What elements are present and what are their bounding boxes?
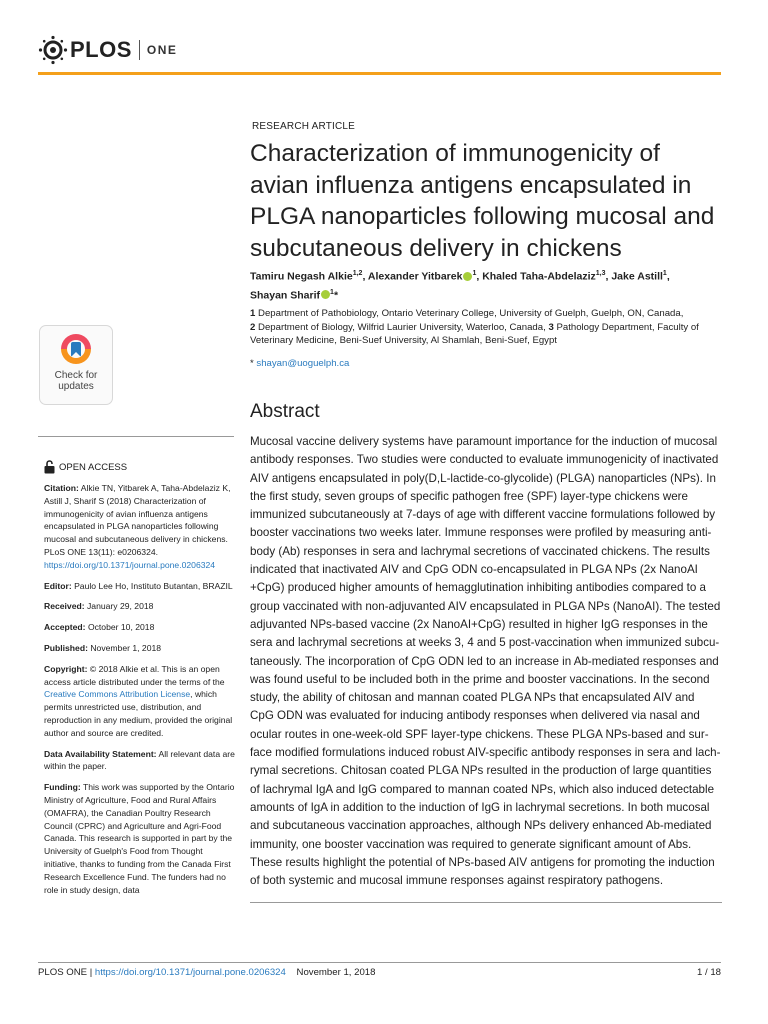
affil-number: 1 [250, 308, 256, 319]
accepted-date: October 10, 2018 [87, 622, 155, 633]
abstract-line: Mucosal vaccine delivery systems have paramount importance for the induction of mucosal [250, 435, 718, 448]
copyright-text-tail: , which permits unrestricted use, distribution, and reproduction in any medium, provided the original author and source are credited. [44, 689, 233, 738]
footer-date: November 1, 2018 [296, 967, 376, 978]
author-affil-sup: 1 [330, 288, 334, 296]
abstract-line: indicated that inactivated AIV and CpG ODN co-encapsulated in PLGA NPs (2x NanoAI [250, 563, 698, 577]
abstract-line: These results highlight the potential of NPs-based AIV antigens for promoting the induction [250, 855, 715, 869]
article-title: Characterization of immunogenicity of avian influenza antigens encapsulated in PLGA nanoparticles following mucosal and subcutaneous delivery in chickens [250, 140, 715, 262]
abstract-heading: Abstract [250, 401, 320, 422]
affil-text: Pathology Department, Faculty of Veterinary Medicine, Beni-Suef University, Al Shamlah, Beni-Suef, Egypt [250, 321, 699, 346]
open-access-label [44, 460, 127, 474]
abstract-line: group vaccinated with non-adjuvanted AIV encapsulated in PLGA NPs (NanoAI). The tested [250, 599, 721, 613]
sidebar-top-rule [38, 436, 234, 437]
accepted-label: Accepted: [44, 622, 86, 633]
funding-text: This work was supported by the Ontario Ministry of Agriculture, Food and Rural Affairs (OMAFRA), the Canadian Poultry Research Council (CPRC) and Agriculture and Agri-Food Canada. This research is supported in part by the University of Guelph's Food from Thought initiative, thanks to funding from the Canada First Research Excellence Fund. The funders had no role in study design, data [44, 782, 235, 895]
footer-citation [38, 967, 375, 978]
abstract-line: immunity, one booster vaccination was required to generate significant amount of Abs. [250, 837, 692, 851]
abstract-line: CpG ODN was evaluated for inducing antibody responses when delivered via nasal and [250, 709, 700, 723]
article-type: RESEARCH ARTICLE [252, 121, 356, 132]
copyright-block [44, 663, 238, 740]
affil-text: Department of Pathobiology, Ontario Veterinary College, University of Guelph, Guelph, ON, Canada, [258, 308, 684, 319]
citation-text: Alkie TN, Yitbarek A, Taha-Abdelaziz K, Astill J, Sharif S (2018) Characterization of immunogenicity of avian influenza antigens encapsulated in PLGA nanoparticles following mucosal and subcutaneous delivery in chickens. PLoS ONE 13(11): e0206324. [44, 483, 231, 557]
published-block [44, 642, 238, 655]
citation-label: Citation: [44, 483, 79, 493]
editor-label: Editor: [44, 580, 72, 591]
plos-logo-mark-icon [38, 35, 68, 65]
abstract-line: AIV antigens encapsulated in poly(D,L-lactide-co-glycolide) (PLGA) nanoparticles (NPs). In [250, 471, 716, 485]
author-name[interactable]: Alexander Yitbarek [367, 270, 463, 283]
copyright-label: Copyright: [44, 663, 88, 674]
citation-doi-link[interactable]: https://doi.org/10.1371/journal.pone.0206324 [44, 559, 216, 570]
header-accent-rule [38, 72, 721, 75]
author-list: Tamiru Negash Alkie$^{1,2}$, Alexander Yitbarek $^1$, Khaled Taha-Abdelaziz$^{1,3}$, Jake Astill$^1$, Shayan Sharif $^1$* [250, 270, 670, 301]
author-name[interactable]: Jake Astill [611, 270, 663, 283]
abstract-line: amounts of IgA in addition to the induction of IgG in lachrymal secretions. In both mucosal [250, 800, 710, 814]
check-for-updates-icon [59, 332, 93, 366]
footer-separator: | [87, 967, 95, 978]
corresponding-email-link[interactable]: shayan@uoguelph.ca [256, 358, 350, 369]
abstract-line: antibody responses. Two studies were conducted to evaluate immunogenicity of inactivated [250, 453, 719, 467]
page-number: 1 / 18 [696, 967, 721, 978]
received-date: January 29, 2018 [87, 601, 154, 612]
author-name[interactable]: Shayan Sharif [250, 289, 321, 301]
author-name[interactable]: Tamiru Negash Alkie [250, 270, 353, 283]
abstract-body [250, 433, 722, 890]
page-footer [38, 967, 721, 978]
data-availability-text: All relevant data are within the paper. [44, 748, 235, 772]
received-block [44, 600, 238, 613]
citation-block [44, 482, 238, 572]
affiliations [250, 307, 720, 348]
affil-number: 2 [250, 321, 256, 333]
license-link[interactable]: Creative Commons Attribution License [44, 689, 191, 700]
data-availability-label: Data Availability Statement: [44, 748, 157, 759]
author-affil-sup: 1 [662, 270, 667, 277]
funding-block [44, 781, 238, 896]
abstract-line: of lachrymal IgA and IgG compared to mannan coated NPs, which also induced detectable [250, 782, 715, 796]
abstract-line: was found useful to be included both in the prime and booster vaccinations. In the second [250, 672, 710, 686]
logo-separator [139, 40, 140, 60]
badge-line-1: Check for [54, 370, 98, 381]
badge-label [40, 370, 112, 392]
footer-doi-link[interactable]: https://doi.org/10.1371/journal.pone.0206324 [94, 967, 286, 978]
accepted-block [44, 621, 238, 634]
affil-number: 3 [548, 321, 554, 333]
abstract-line: body (Ab) responses in sera and lachrymal secretions of vaccinated chickens. The results [250, 544, 710, 558]
abstract-line: taneously. The incorporation of CpG ODN led to an increase in Ab-mediated responses and [250, 654, 719, 668]
logo-journal-name: ONE [146, 43, 178, 57]
logo-text: PLOS [70, 37, 132, 62]
abstract-line: ocular routes in one-week-old SPF layer-type chickens. These PLGA NPs-based and sur- [250, 727, 709, 741]
corresponding-marker: * [333, 289, 339, 301]
footer-journal: PLOS ONE [38, 967, 88, 978]
copyright-text: © 2018 Alkie et al. This is an open access article distributed under the terms of the [44, 663, 225, 687]
abstract-line: +CpG) produced higher amounts of hemagglutination inhibiting antibodies compared to a [250, 581, 706, 595]
open-access-text: OPEN ACCESS [59, 461, 128, 473]
badge-line-2: updates [58, 381, 94, 392]
abstract-line: booster vaccinations two weeks later. Immune responses were profiled by measuring anti- [250, 526, 712, 540]
orcid-icon[interactable] [321, 290, 330, 299]
author-affil-sup: 1,2 [352, 270, 363, 277]
published-label: Published: [44, 642, 88, 653]
plos-one-logo [38, 34, 177, 66]
published-date: November 1, 2018 [90, 642, 162, 653]
footer-rule [38, 962, 721, 963]
data-availability-block [44, 748, 238, 774]
abstract-line: rymal secretions. Chitosan coated PLGA NPs resulted in the production of large quantities [250, 764, 712, 778]
author-affil-sup: 1,3 [595, 270, 606, 277]
open-lock-icon [44, 460, 55, 474]
author-affil-sup: 1 [472, 270, 477, 277]
abstract-line: of both systemic and mucosal immune responses against respiratory pathogens. [250, 874, 664, 888]
corresponding-email-line [250, 358, 349, 369]
abstract-bottom-rule [250, 902, 722, 903]
editor-text: Paulo Lee Ho, Instituto Butantan, BRAZIL [74, 580, 233, 591]
author-name[interactable]: Khaled Taha-Abdelaziz [482, 270, 596, 283]
corresponding-asterisk: * [250, 358, 254, 369]
check-for-updates-badge[interactable] [39, 325, 113, 405]
affil-text: Department of Biology, Wilfrid Laurier University, Waterloo, Canada, [258, 321, 546, 333]
abstract-line: the first study, seven groups of specific pathogen free (SPF) layer-type chickens were [250, 489, 688, 503]
abstract-line: immunized subcutaneously at 7-days of age with different vaccine formulations followed by [250, 508, 716, 522]
abstract-line: adjuvanted NPs-based vaccine (2x NanoAI+CpG) resulted in higher IgG responses in the [250, 617, 708, 631]
editor-block [44, 580, 238, 593]
abstract-line: and subcutaneous vaccination approaches, although NPs delivery enhanced Ab-mediated [250, 819, 712, 833]
received-label: Received: [44, 601, 85, 612]
funding-label: Funding: [44, 782, 81, 793]
abstract-line: face modified formulations induced robust AIV-specific antibody responses in sera and lach- [250, 746, 721, 760]
abstract-line: study, the ability of chitosan and mannan coated PLGA NPs that encapsulated AIV and [250, 691, 695, 705]
article-info-sidebar [44, 482, 238, 904]
abstract-line: sera and lachrymal secretions at weeks 3, 4 and 5 post-vaccination when immunized subcu- [250, 637, 720, 650]
